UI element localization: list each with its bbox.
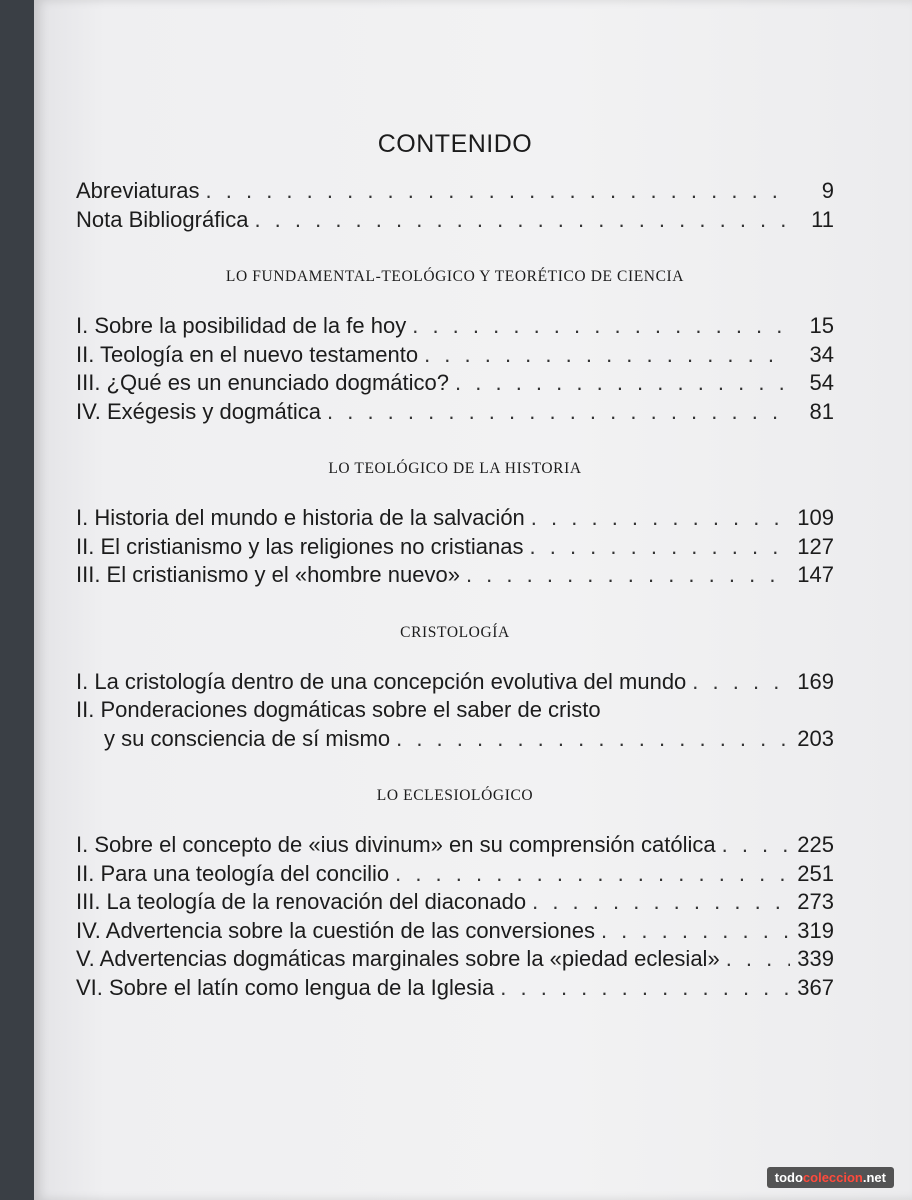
entry-page: 109 — [797, 505, 834, 530]
front-matter — [76, 177, 834, 234]
entry-label: III. La teología de la renovación del diaconado — [76, 889, 527, 914]
dot-leader — [412, 312, 790, 341]
entry-page: 339 — [797, 946, 834, 971]
section-entries — [76, 504, 834, 590]
dot-leader — [601, 917, 790, 946]
entry-page: 81 — [809, 398, 834, 424]
entry-label: II. Para una teología del concilio — [76, 860, 390, 886]
entry-label: V. Advertencias dogmáticas marginales sobre la «piedad eclesial» — [76, 946, 720, 971]
toc-entry — [76, 369, 834, 398]
entry-label: I. Sobre la posibilidad de la fe hoy — [76, 313, 407, 338]
entry-page: 9 — [821, 178, 834, 203]
dot-leader — [531, 504, 790, 533]
section-entries — [76, 668, 834, 754]
entry-page: 225 — [797, 832, 834, 857]
dot-leader — [530, 533, 791, 562]
section-heading: LO TEOLÓGICO DE LA HISTORIA — [328, 460, 582, 477]
section-heading: LO ECLESIOLÓGICO — [376, 787, 534, 804]
entry-label: VI. Sobre el latín como lengua de la Iglesia — [76, 974, 495, 1000]
dot-leader — [327, 398, 790, 427]
table-of-contents — [76, 130, 834, 1002]
watermark-accent: coleccion — [802, 1170, 863, 1185]
watermark-logo — [767, 1167, 894, 1188]
entry-label: II. Teología en el nuevo testamento — [76, 341, 419, 367]
entry-page: 34 — [809, 341, 834, 367]
dot-leader — [455, 369, 790, 398]
entry-label-continued: y su consciencia de sí mismo — [104, 725, 391, 751]
section-entries — [76, 831, 834, 1002]
toc-entry — [76, 206, 834, 235]
dot-leader — [466, 561, 790, 590]
entry-label: IV. Advertencia sobre la cuestión de las conversiones — [76, 917, 595, 943]
toc-entry — [76, 177, 834, 206]
toc-entry-line-1 — [76, 696, 834, 725]
dot-leader — [500, 974, 790, 1003]
page-title: CONTENIDO — [377, 130, 533, 158]
entry-label: II. El cristianismo y las religiones no cristianas — [76, 533, 524, 559]
toc-entry-line-2 — [76, 725, 834, 754]
entry-label: I. La cristología dentro de una concepción evolutiva del mundo — [76, 668, 687, 694]
entry-label: IV. Exégesis y dogmática — [76, 398, 321, 424]
dot-leader — [692, 668, 790, 697]
toc-entry — [76, 398, 834, 427]
toc-entry — [76, 668, 834, 697]
entry-label: III. El cristianismo y el «hombre nuevo» — [76, 562, 460, 587]
section-heading: CRISTOLOGÍA — [400, 623, 510, 641]
dot-leader — [726, 945, 790, 974]
entry-label: III. ¿Qué es un enunciado dogmático? — [76, 370, 450, 395]
entry-label: I. Historia del mundo e historia de la salvación — [76, 505, 525, 530]
dot-leader — [396, 725, 790, 754]
dot-leader — [722, 831, 790, 860]
toc-entry — [76, 945, 834, 974]
toc-entry — [76, 888, 834, 917]
dot-leader — [254, 206, 790, 235]
entry-label: I. Sobre el concepto de «ius divinum» en su comprensión católica — [76, 832, 716, 857]
watermark-suffix: .net — [862, 1170, 886, 1185]
entry-label: Abreviaturas — [76, 178, 200, 203]
section-heading: LO FUNDAMENTAL-TEOLÓGICO Y TEORÉTICO DE CIENCIA — [225, 268, 685, 285]
entry-page: 367 — [797, 974, 834, 1000]
toc-entry — [76, 533, 834, 562]
toc-entry — [76, 341, 834, 370]
watermark-prefix: todo — [774, 1170, 803, 1185]
entry-page: 251 — [797, 860, 834, 886]
entry-label: Nota Bibliográfica — [76, 206, 249, 232]
toc-entry — [76, 917, 834, 946]
entry-page: 203 — [797, 725, 834, 751]
entry-page: 319 — [797, 917, 834, 943]
dot-leader — [532, 888, 790, 917]
section-entries — [76, 312, 834, 426]
dot-leader — [395, 860, 790, 889]
dot-leader — [424, 341, 790, 370]
dot-leader — [206, 177, 790, 206]
book-page — [34, 0, 912, 1200]
toc-entry — [76, 561, 834, 590]
toc-entry — [76, 831, 834, 860]
entry-page: 147 — [797, 562, 834, 587]
toc-entry — [76, 312, 834, 341]
entry-page: 273 — [797, 889, 834, 914]
entry-page: 127 — [797, 533, 834, 559]
entry-page: 15 — [809, 313, 834, 338]
toc-entry — [76, 974, 834, 1003]
entry-page: 54 — [809, 370, 834, 395]
entry-label: II. Ponderaciones dogmáticas sobre el saber de cristo — [76, 697, 601, 722]
toc-entry — [76, 504, 834, 533]
entry-page: 11 — [811, 206, 834, 232]
entry-page: 169 — [797, 668, 834, 694]
toc-entry — [76, 860, 834, 889]
